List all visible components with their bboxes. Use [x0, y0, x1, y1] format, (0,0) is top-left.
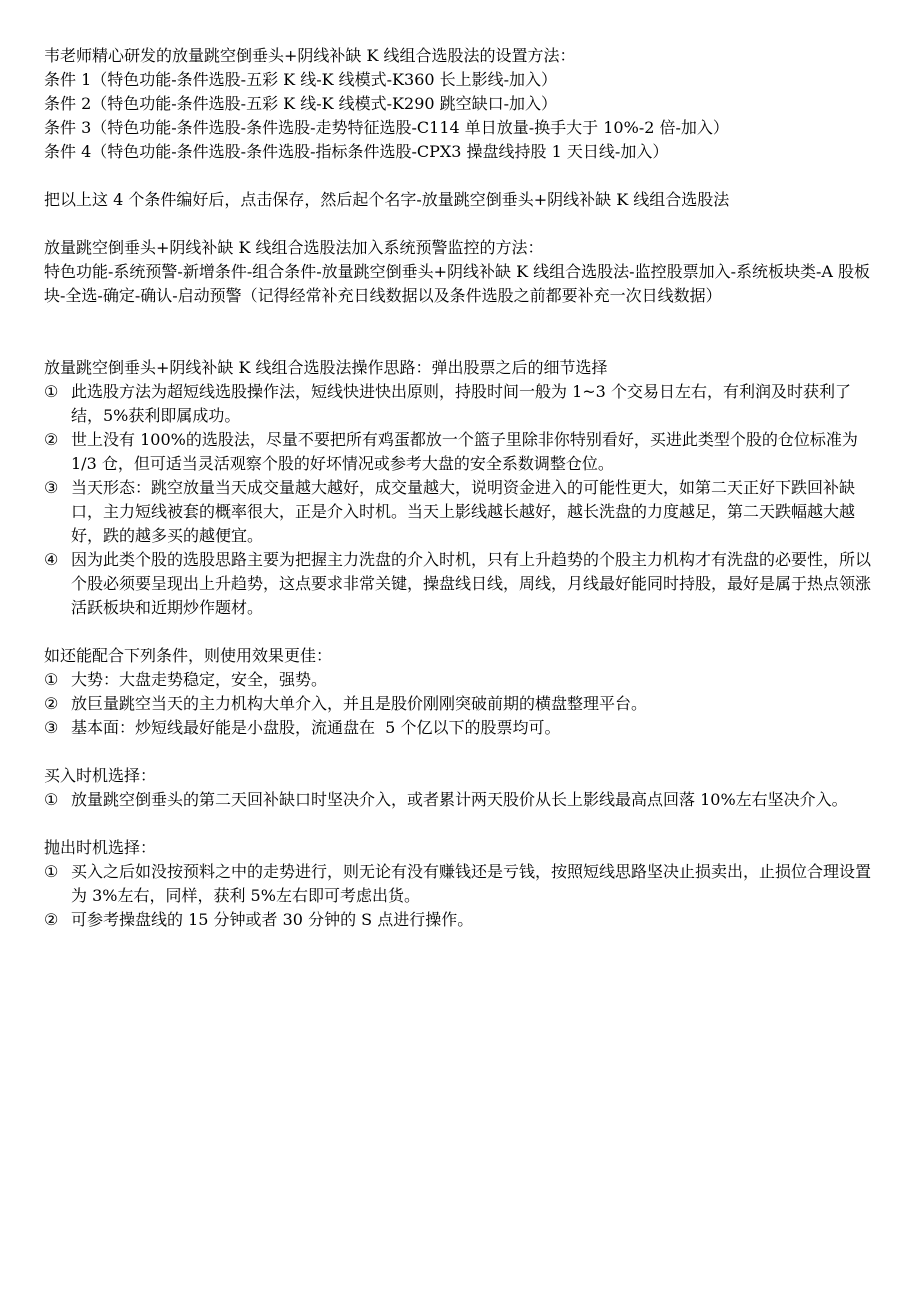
sell-title: 抛出时机选择： — [44, 838, 157, 857]
item-text: 此选股方法为超短线选股操作法，短线快进快出原则，持股时间一般为 1~3 个交易日左右，有利润及时获利了结，5%获利即属成功。 — [71, 382, 851, 425]
item-text: 当天形态：跳空放量当天成交量越大越好，成交量越大，说明资金进入的可能性更大，如第二天正好下跌回补缺口，主力短线被套的概率很大，正是介入时机。当天上影线越长越好，越长洗盘的力度越足，第二天跌幅越大越好，跌的越多买的越便宜。 — [71, 478, 856, 545]
list-item — [44, 428, 878, 476]
item-number: ① — [44, 862, 59, 881]
monitor-section — [44, 236, 878, 308]
list-item — [44, 788, 878, 812]
item-number: ① — [44, 790, 59, 809]
monitor-title: 放量跳空倒垂头+阴线补缺 K 线组合选股法加入系统预警监控的方法： — [44, 238, 544, 257]
item-text: 因为此类个股的选股思路主要为把握主力洗盘的介入时机，只有上升趋势的个股主力机构才有洗盘的必要性，所以个股必须要呈现出上升趋势，这点要求非常关键，操盘线日线，周线，月线最好能同时持股，最好是属于热点领涨活跃板块和近期炒作题材。 — [71, 550, 872, 617]
buy-title: 买入时机选择： — [44, 766, 157, 785]
item-text: 可参考操盘线的 15 分钟或者 30 分钟的 S 点进行操作。 — [71, 910, 474, 929]
list-item — [44, 476, 878, 548]
list-item — [44, 668, 878, 692]
item-number: ② — [44, 430, 59, 449]
buy-section — [44, 764, 878, 812]
list-item — [44, 860, 878, 908]
extra-title: 如还能配合下列条件，则使用效果更佳： — [44, 646, 333, 665]
list-item — [44, 380, 878, 428]
condition-3: 条件 3（特色功能-条件选股-条件选股-走势特征选股-C114 单日放量-换手大于 10%-2 倍-加入） — [44, 118, 729, 137]
item-number: ② — [44, 694, 59, 713]
save-note: 把以上这 4 个条件编好后，点击保存，然后起个名字-放量跳空倒垂头+阴线补缺 K 线组合选股法 — [44, 190, 730, 209]
item-number: ④ — [44, 550, 59, 569]
list-item — [44, 548, 878, 620]
item-text: 放量跳空倒垂头的第二天回补缺口时坚决介入，或者累计两天股价从长上影线最高点回落 10%左右坚决介入。 — [71, 790, 848, 809]
document-page — [44, 44, 878, 932]
list-item — [44, 692, 878, 716]
setup-section — [44, 44, 878, 164]
thinking-title: 放量跳空倒垂头+阴线补缺 K 线组合选股法操作思路：弹出股票之后的细节选择 — [44, 358, 608, 377]
item-number: ② — [44, 910, 59, 929]
item-number: ③ — [44, 718, 59, 737]
item-text: 世上没有 100%的选股法，尽量不要把所有鸡蛋都放一个篮子里除非你特别看好，买进此类型个股的仓位标准为 1/3 仓，但可适当灵活观察个股的好坏情况或参考大盘的安全系数调整仓位。 — [71, 430, 858, 473]
item-text: 基本面：炒短线最好能是小盘股，流通盘在 5 个亿以下的股票均可。 — [71, 718, 561, 737]
condition-1: 条件 1（特色功能-条件选股-五彩 K 线-K 线模式-K360 长上影线-加入） — [44, 70, 558, 89]
list-item — [44, 908, 878, 932]
condition-4: 条件 4（特色功能-条件选股-条件选股-指标条件选股-CPX3 操盘线持股 1 天日线-加入） — [44, 142, 669, 161]
item-number: ③ — [44, 478, 59, 497]
sell-section — [44, 836, 878, 932]
item-text: 放巨量跳空当天的主力机构大单介入，并且是股价刚刚突破前期的横盘整理平台。 — [71, 694, 648, 713]
item-number: ① — [44, 382, 59, 401]
thinking-section — [44, 356, 878, 620]
list-item — [44, 716, 878, 740]
condition-2: 条件 2（特色功能-条件选股-五彩 K 线-K 线模式-K290 跳空缺口-加入） — [44, 94, 558, 113]
monitor-text: 特色功能-系统预警-新增条件-组合条件-放量跳空倒垂头+阴线补缺 K 线组合选股法-监控股票加入-系统板块类-A 股板块-全选-确定-确认-启动预警（记得经常补充日线数据以及条件选股之前都要补充一次日线数据） — [44, 262, 871, 305]
item-text: 买入之后如没按预料之中的走势进行，则无论有没有赚钱还是亏钱，按照短线思路坚决止损卖出，止损位合理设置为 3%左右，同样，获利 5%左右即可考虑出货。 — [71, 862, 872, 905]
extra-section — [44, 644, 878, 740]
item-text: 大势：大盘走势稳定，安全，强势。 — [71, 670, 328, 689]
item-number: ① — [44, 670, 59, 689]
setup-title: 韦老师精心研发的放量跳空倒垂头+阴线补缺 K 线组合选股法的设置方法： — [44, 46, 576, 65]
